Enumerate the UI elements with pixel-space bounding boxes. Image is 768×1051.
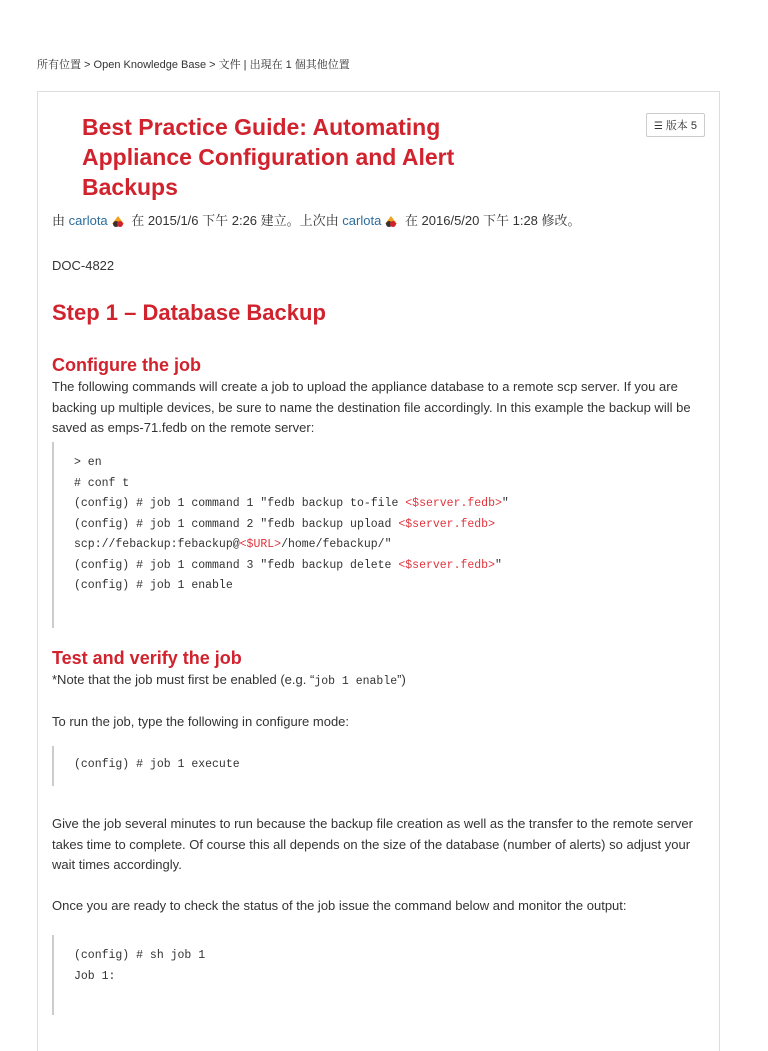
code-line: Job 1: <box>74 969 116 983</box>
code-block-config <box>52 442 509 628</box>
doc-id: DOC-4822 <box>52 258 115 273</box>
step-1-heading: Step 1 – Database Backup <box>52 300 326 325</box>
code-line: (config) # job 1 command 3 "fedb backup delete <$server.fedb>" <box>74 558 502 572</box>
created-text: 在 2015/1/6 下午 2:26 建立。上次由 <box>131 213 339 228</box>
code-line: (config) # job 1 command 2 "fedb backup upload <$server.fedb> <box>74 517 495 531</box>
code-line: # conf t <box>74 476 130 490</box>
run-instructions: To run the job, type the following in configure mode: <box>52 714 350 729</box>
page-title: Best Practice Guide: Automating Appliance Configuration and Alert Backups <box>82 114 455 200</box>
modified-text: 在 2016/5/20 下午 1:28 修改。 <box>404 213 581 228</box>
meta-prefix: 由 <box>52 213 66 228</box>
test-heading: Test and verify the job <box>52 648 242 668</box>
code-block-status <box>52 935 205 1015</box>
breadcrumb[interactable]: 所有位置 > Open Knowledge Base > 文件 | 出現在 1 個其他位置 <box>37 59 350 71</box>
creator-link[interactable]: carlota <box>68 213 108 228</box>
version-label: 版本 5 <box>665 120 697 132</box>
code-line: (config) # job 1 enable <box>74 579 233 592</box>
configure-heading: Configure the job <box>52 355 201 375</box>
code-line: (config) # job 1 command 1 "fedb backup to-file <$server.fedb>" <box>74 497 509 510</box>
document-card <box>37 91 720 1051</box>
layers-icon: ☰ <box>653 121 663 132</box>
wait-text: Give the job several minutes to run because the backup file creation as well as the transfer to the remote server takes time to complete. Of course this all depends on the size of the database (number of alerts) so adjust your wait times accordingly. <box>52 816 693 872</box>
modifier-link[interactable]: carlota <box>342 213 382 228</box>
configure-text: The following commands will create a job to upload the appliance database to a remote scp server. If you are backing up multiple devices, be sure to name the destination file accordingly. In this example the backup will be saved as emps-71.fedb on the remote server: <box>52 379 691 435</box>
code-line: scp://febackup:febackup@<$URL>/home/febackup/" <box>74 538 392 551</box>
code-line: (config) # job 1 execute <box>74 758 240 771</box>
enable-note: *Note that the job must first be enabled (e.g. “job 1 enable”) <box>52 672 406 688</box>
code-block-execute <box>52 746 240 786</box>
doc-meta <box>52 212 712 230</box>
check-text: Once you are ready to check the status of the job issue the command below and monitor the output: <box>52 898 627 913</box>
user-status-icon <box>110 214 126 228</box>
code-line: > en <box>74 456 102 469</box>
user-status-icon <box>383 214 399 228</box>
document-body <box>52 212 712 983</box>
version-badge[interactable] <box>646 113 705 137</box>
code-line: (config) # sh job 1 <box>74 949 206 962</box>
